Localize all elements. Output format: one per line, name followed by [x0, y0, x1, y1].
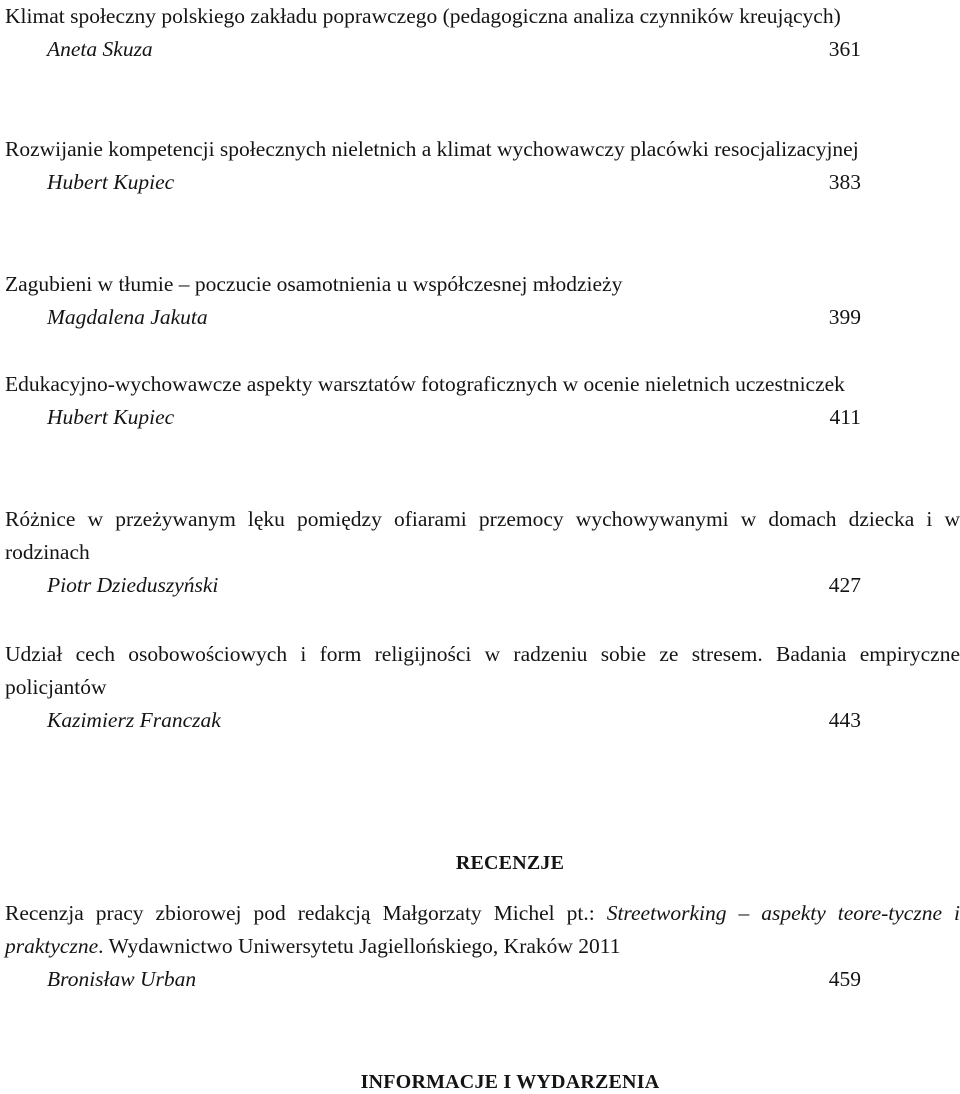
toc-entry-page-number: 427: [828, 573, 861, 597]
toc-entry-title: Udział cech osobowościowych i form religijności w radzeniu sobie ze stresem. Badania empiryczne policjantów: [5, 642, 960, 699]
toc-entry[interactable]: [5, 503, 960, 602]
toc-entry-author: Hubert Kupiec: [47, 170, 175, 194]
toc-entry-author: Magdalena Jakuta: [47, 305, 208, 329]
toc-entry-page-number: 399: [828, 305, 861, 329]
review-title-prefix: Recenzja pracy zbiorowej pod redakcją Małgorzaty Michel pt.:: [5, 901, 607, 925]
toc-entry-author: Piotr Dzieduszyński: [47, 573, 219, 597]
toc-entry-author-row: [5, 704, 960, 737]
toc-entry[interactable]: [5, 368, 960, 434]
toc-entry-author-row: [5, 166, 960, 199]
toc-entry-title: Rozwijanie kompetencji społecznych nieletnich a klimat wychowawczy placówki resocjalizacyjnej: [5, 137, 859, 161]
review-title-italic: Streetworking – aspekty teore-tyczne i praktyczne: [5, 901, 960, 958]
toc-entry-title: Zagubieni w tłumie – poczucie osamotnienia u współczesnej młodzieży: [5, 272, 623, 296]
toc-entry-author: Aneta Skuza: [47, 37, 153, 61]
toc-entry-author: Bronisław Urban: [47, 967, 197, 991]
toc-entry[interactable]: [5, 268, 960, 334]
toc-entry-page-number: 443: [828, 708, 861, 732]
toc-entry-author-row: [5, 401, 960, 434]
toc-entry[interactable]: [5, 638, 960, 737]
review-title: [5, 897, 960, 963]
toc-entry-author-row: [5, 33, 960, 66]
section-heading-events: INFORMACJE I WYDARZENIA: [360, 1071, 660, 1093]
toc-entry-author-row: [5, 301, 960, 334]
toc-entry-page-number: 411: [829, 405, 861, 429]
toc-entry-author-row: [5, 963, 960, 996]
toc-entry-title: Klimat społeczny polskiego zakładu poprawczego (pedagogiczna analiza czynników kreujących): [5, 4, 841, 28]
toc-entry-author-row: [5, 569, 960, 602]
toc-entry[interactable]: [5, 133, 960, 199]
review-title-suffix: . Wydawnictwo Uniwersytetu Jagiellońskiego, Kraków 2011: [98, 934, 621, 958]
toc-entry-author: Kazimierz Franczak: [47, 708, 221, 732]
toc-entry-review[interactable]: [5, 897, 960, 996]
toc-entry-author: Hubert Kupiec: [47, 405, 175, 429]
toc-entry-page-number: 361: [828, 37, 861, 61]
section-heading-reviews: RECENZJE: [455, 852, 565, 874]
toc-entry-page-number: 383: [828, 170, 861, 194]
toc-entry-page-number: 459: [828, 967, 861, 991]
toc-entry-title: Różnice w przeżywanym lęku pomiędzy ofiarami przemocy wychowywanymi w domach dziecka i w rodzinach: [5, 507, 960, 564]
toc-entry-title: Edukacyjno-wychowawcze aspekty warsztatów fotograficznych w ocenie nieletnich uczestniczek: [5, 372, 845, 396]
toc-entry[interactable]: [5, 0, 960, 66]
